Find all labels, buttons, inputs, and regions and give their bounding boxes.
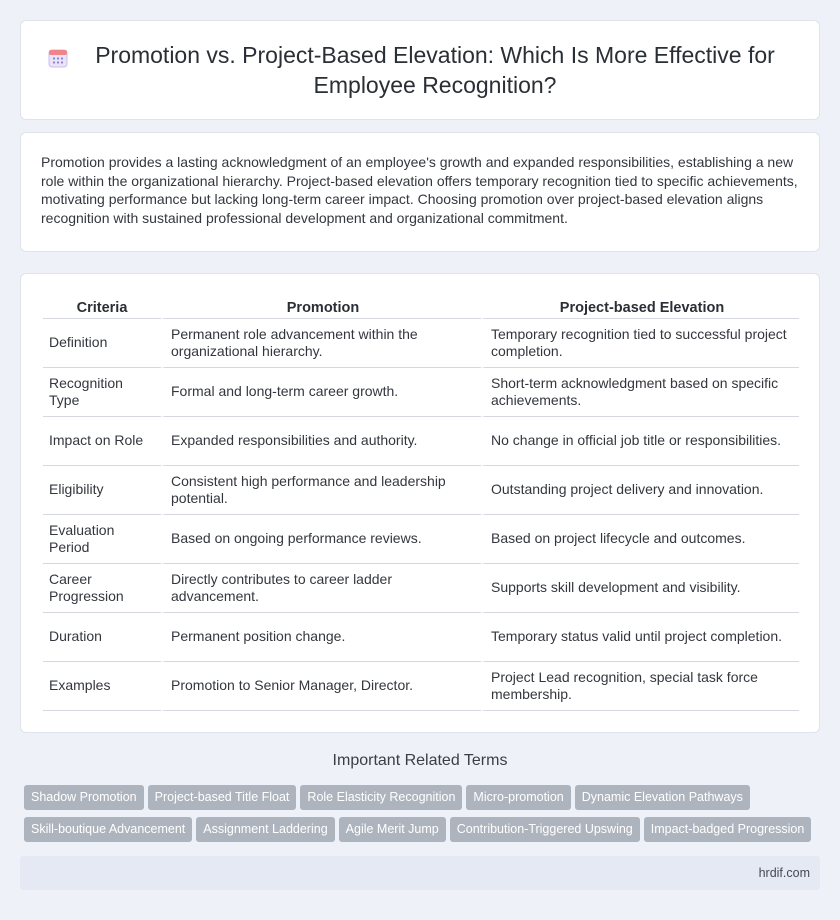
cell-promotion: Formal and long-term career growth. xyxy=(161,368,481,417)
cell-project-based: Outstanding project delivery and innovation. xyxy=(481,466,799,515)
cell-criteria: Definition xyxy=(43,319,161,368)
intro-text: Promotion provides a lasting acknowledgment of an employee's growth and expanded responsibilities, establishing a new role within the organizational hierarchy. Project-based elevation offers temporary recognition tied to specific achievements, motivating performance but lacking long-term career impact. Choosing promotion over project-based elevation aligns recognition with sustained professional development and organizational commitment. xyxy=(41,154,798,226)
cell-promotion: Permanent position change. xyxy=(161,613,481,662)
comparison-table xyxy=(43,294,799,711)
table-row xyxy=(43,662,799,711)
cell-promotion: Promotion to Senior Manager, Director. xyxy=(161,662,481,711)
cell-project-based: No change in official job title or responsibilities. xyxy=(481,417,799,466)
calendar-icon xyxy=(47,47,69,69)
comparison-table-card xyxy=(20,273,820,733)
related-term-tag[interactable]: Shadow Promotion xyxy=(24,785,144,810)
cell-criteria: Evaluation Period xyxy=(43,515,161,564)
cell-criteria: Career Progression xyxy=(43,564,161,613)
intro-card xyxy=(20,132,820,252)
footer-site-link[interactable]: hrdif.com xyxy=(758,866,810,880)
related-terms-list xyxy=(24,785,824,849)
related-term-tag[interactable]: Role Elasticity Recognition xyxy=(300,785,462,810)
cell-criteria: Duration xyxy=(43,613,161,662)
header-promotion: Promotion xyxy=(161,294,481,319)
cell-promotion: Based on ongoing performance reviews. xyxy=(161,515,481,564)
related-term-tag[interactable]: Impact-badged Progression xyxy=(644,817,812,842)
cell-promotion: Permanent role advancement within the organizational hierarchy. xyxy=(161,319,481,368)
table-header-row xyxy=(43,294,799,319)
cell-project-based: Short-term acknowledgment based on specific achievements. xyxy=(481,368,799,417)
related-terms-title: Important Related Terms xyxy=(332,752,508,769)
cell-project-based: Supports skill development and visibility. xyxy=(481,564,799,613)
related-term-tag[interactable]: Dynamic Elevation Pathways xyxy=(575,785,750,810)
header-card xyxy=(20,20,820,120)
cell-project-based: Project Lead recognition, special task force membership. xyxy=(481,662,799,711)
table-row xyxy=(43,368,799,417)
cell-criteria: Recognition Type xyxy=(43,368,161,417)
related-term-tag[interactable]: Micro-promotion xyxy=(466,785,570,810)
header-criteria: Criteria xyxy=(43,294,161,319)
related-term-tag[interactable]: Assignment Laddering xyxy=(196,817,334,842)
table-row xyxy=(43,417,799,466)
table-row xyxy=(43,613,799,662)
cell-criteria: Impact on Role xyxy=(43,417,161,466)
cell-project-based: Temporary recognition tied to successful project completion. xyxy=(481,319,799,368)
cell-project-based: Based on project lifecycle and outcomes. xyxy=(481,515,799,564)
table-row xyxy=(43,515,799,564)
cell-criteria: Eligibility xyxy=(43,466,161,515)
related-term-tag[interactable]: Contribution-Triggered Upswing xyxy=(450,817,640,842)
table-row xyxy=(43,466,799,515)
cell-promotion: Consistent high performance and leadership potential. xyxy=(161,466,481,515)
related-term-tag[interactable]: Skill-boutique Advancement xyxy=(24,817,192,842)
footer-bar xyxy=(20,856,820,890)
cell-promotion: Directly contributes to career ladder advancement. xyxy=(161,564,481,613)
table-row xyxy=(43,319,799,368)
related-term-tag[interactable]: Agile Merit Jump xyxy=(339,817,446,842)
header-project-based: Project-based Elevation xyxy=(481,294,799,319)
cell-criteria: Examples xyxy=(43,662,161,711)
cell-promotion: Expanded responsibilities and authority. xyxy=(161,417,481,466)
related-term-tag[interactable]: Project-based Title Float xyxy=(148,785,297,810)
cell-project-based: Temporary status valid until project completion. xyxy=(481,613,799,662)
table-row xyxy=(43,564,799,613)
page-title: Promotion vs. Project-Based Elevation: Which Is More Effective for Employee Recognition? xyxy=(95,42,775,98)
